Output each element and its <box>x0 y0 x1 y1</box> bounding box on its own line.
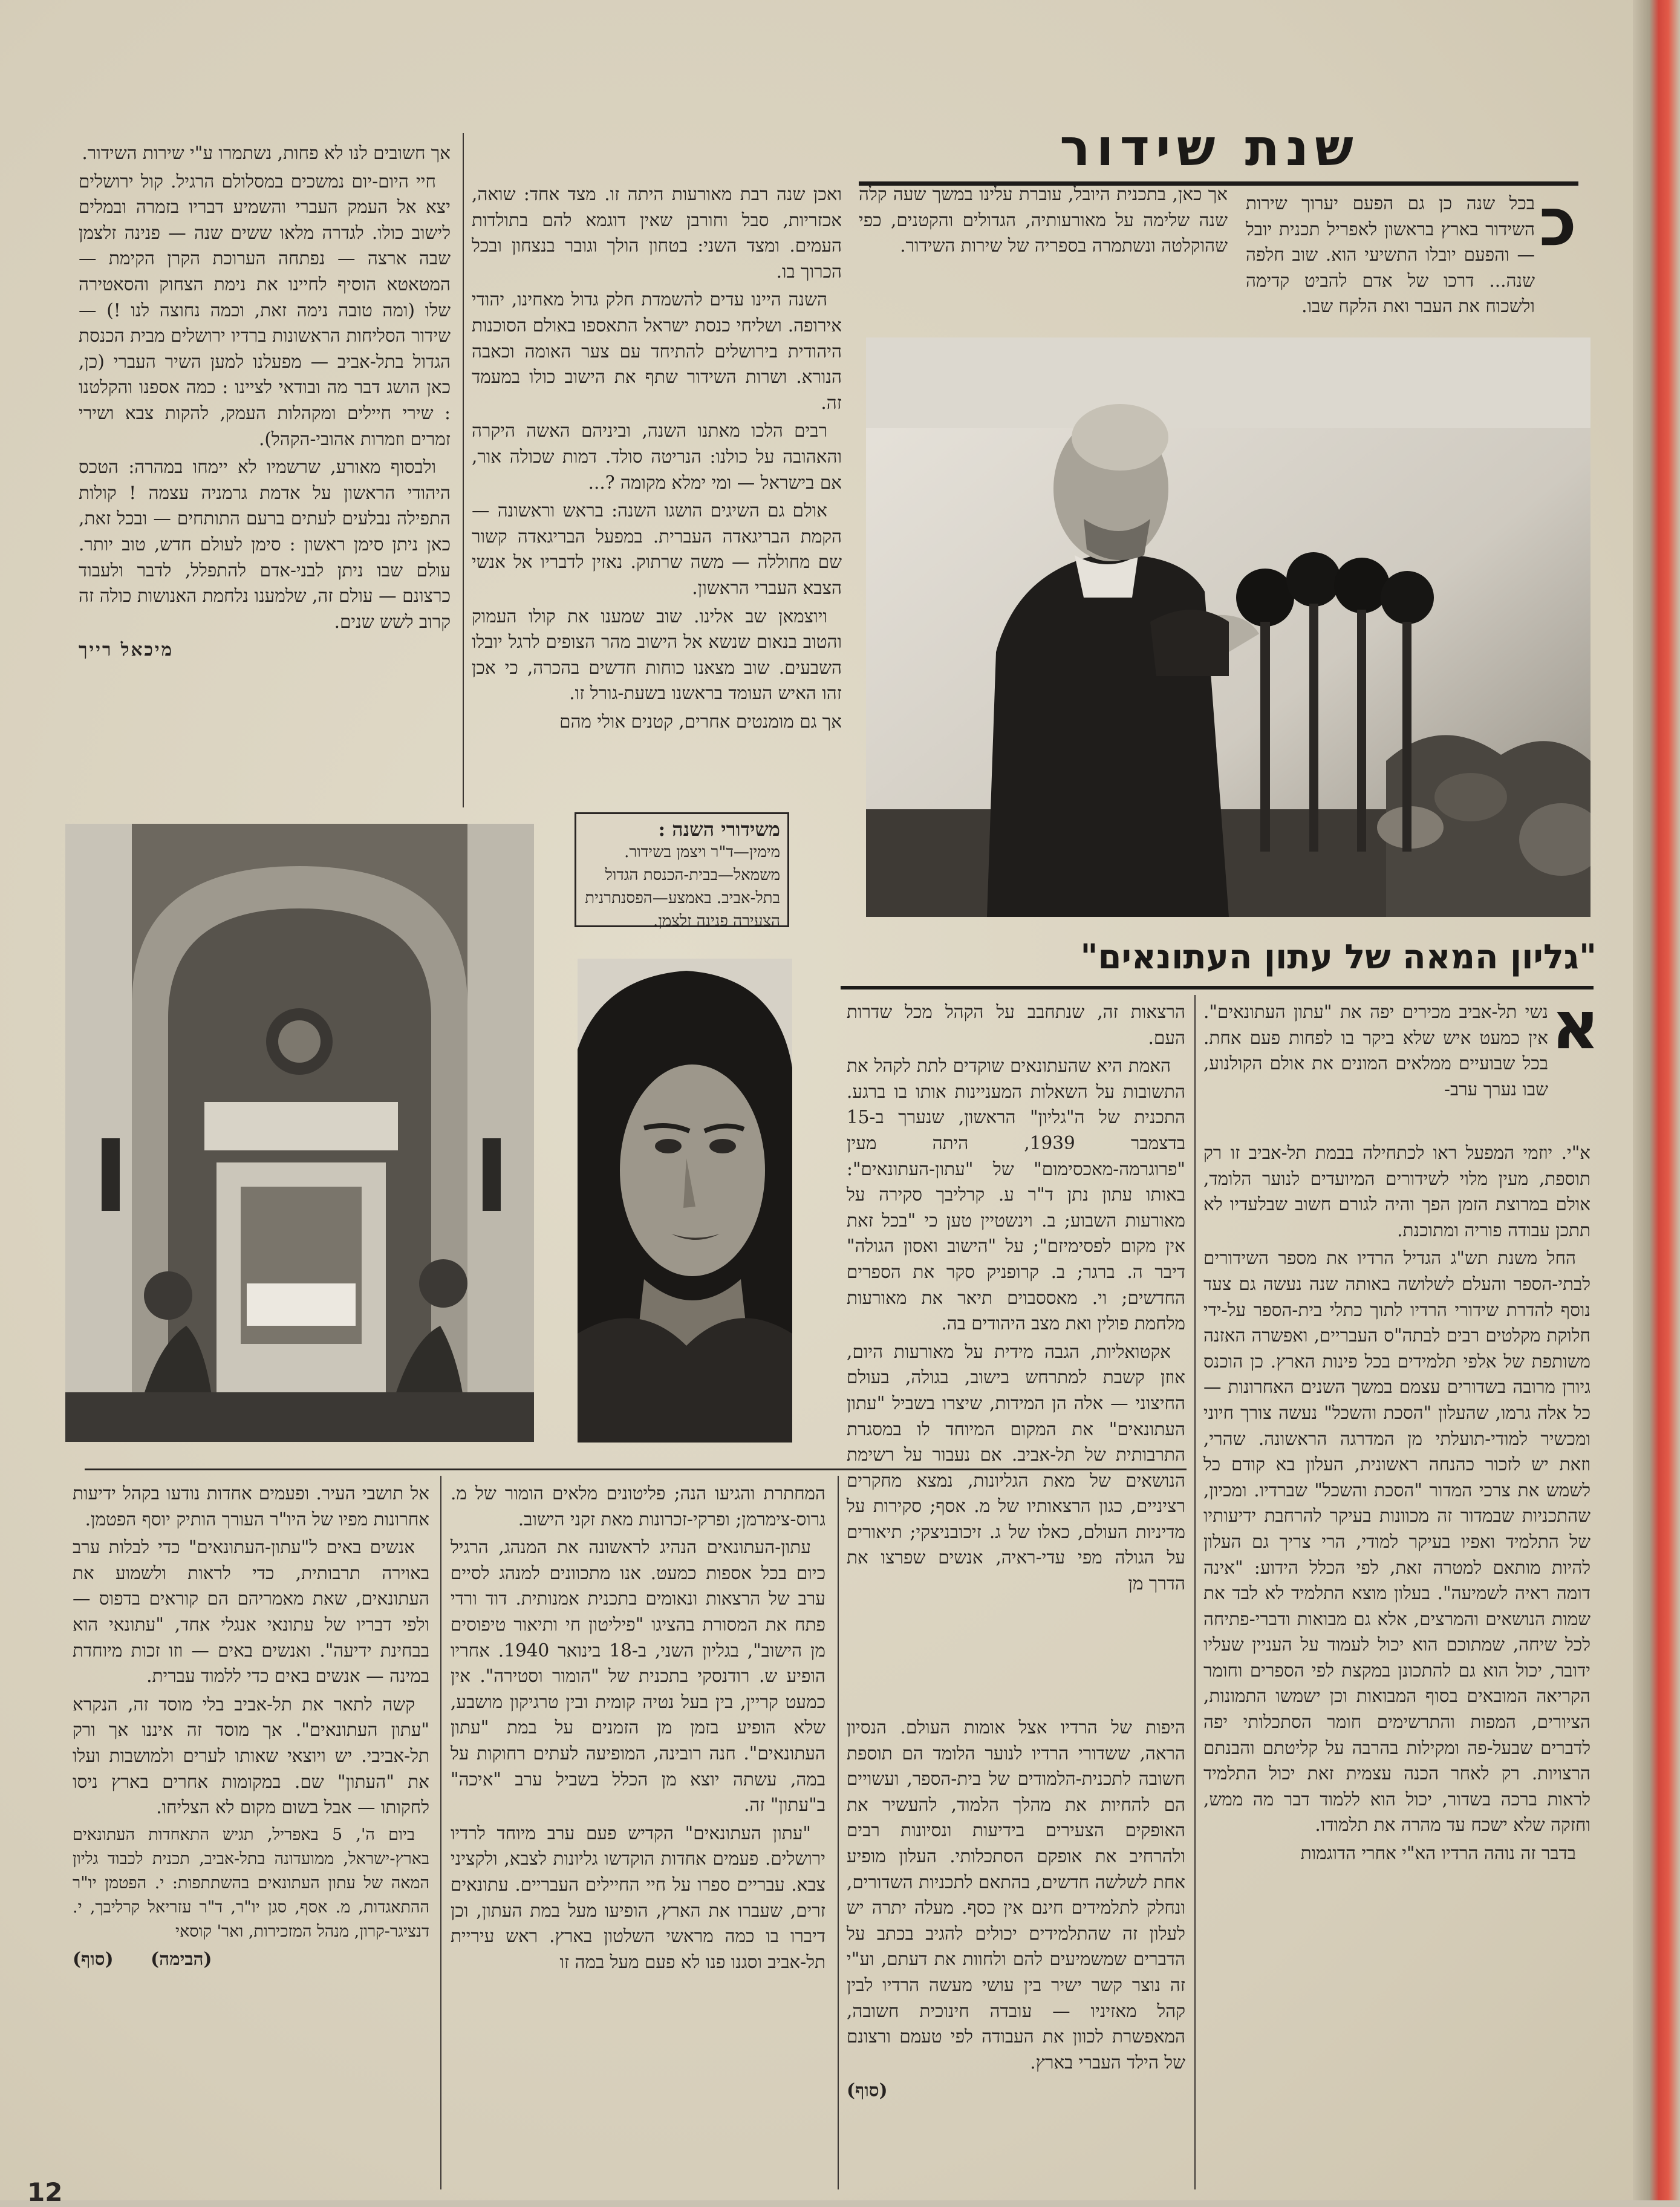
photo-pianist-pnina-zaltzman <box>578 959 792 1443</box>
section-divider <box>85 1469 1187 1470</box>
paragraph: אקטואליות, הגבה מידית על מאורעות היום, אוזן קשבת למתרחש בישוב, בגולה, בעולם החיצוני — אלה הן המידות, שיצרו בשביל "עתון העתונאים" את המקום המיוחד לו במסגרת התרבותית של תל-אביב. אם נעבור על רשימת הנושאים של מאת הגליונות, נמצא מחקרים רציניים, כגון הרצאותיו של מ. אסף; סקירות על מדיניות העולם, כאלו של ג. זיכובניצקי; תיאורים על הגולה מפי עדי-ראיה, אנשים שפרצו את הדרך מן <box>847 1341 1185 1594</box>
paragraph: בדבר זה נוהה הרדיו הא"י אחרי הדוגמות <box>1300 1843 1576 1864</box>
paragraph: האמת היא שהעתונאים שוקדים לתת לקהל את התשובות על השאלות המעניינות אותו בו ברגע. התכנית של ה"גליון" הראשון, שנערך ב-15 בדצמבר 1939, היתה מעין "פרוגרמה-מאכסימום" של "עתון-העתונאים": באותו עתון נתן ד"ר ע. קרליבך סקירה על מאורעות השבוע; ב. וינשטיין טען כי "בכל זאת אין מקום לפסימיזם"; על "הישוב ואסון הגולה" דיבר ה. ברגר; ב. קרופניק סקר את הספרים החדשים; וי. מאססבוים תיאר את מאורעות מלחמת פולין ואת מצב היהודים בה. <box>847 1055 1185 1334</box>
photo-weizmann-broadcasting <box>866 337 1590 917</box>
paragraph: א"י. יוזמי המפעל ראו לכתחילה בבמת תל-אביב זו רק תוספת, מעין מלוי לשידורים המיועדים לנוער הלומד, אולם במרוצת הזמן הפך והיה לגורם חשוב שבלעדיו לא תתכן עבודה פוריה ומתוכנת. <box>1203 1143 1590 1240</box>
paragraph: המחתרת והגיעו הנה; פליטונים מלאים הומור של מ. גרוס-צימרמן; ופרקי-זכרונות מאת זקני הישוב. <box>451 1483 825 1530</box>
end-marks <box>73 1946 429 1972</box>
source-credit: (הבימה) <box>151 1948 212 1969</box>
article2-bottom-column-3 <box>73 1481 429 1972</box>
article1-column-2-cont <box>472 181 842 737</box>
article2-bottom-column-2 <box>451 1481 825 1977</box>
paragraph: הרצאות זה, שנתחבב על הקהל מכל שדרות העם. <box>847 1002 1185 1048</box>
paragraph: החל משנת תש"ג הגדיל הרדיו את מספר השידורים לבתי-הספר והעלם לשלושה באותה שנה נעשה גם צעד נוסף להדרת שידורי הרדיו לתוך כתלי בית-הספר על-ידי חלוקת מקלטים רבים לבתה"ס העבריים, ואפשרה האזנה משותפת של אלפי תלמידים בכל פינות הארץ. כן הוכנס גיורן מרובה בשדורים עצמם במשך השנים האחרונות — כל אלה גרמו, שהעלון "הסכת והשכל" נעשה צורך חיוני ומכשיר למודי-תועלתי מן המדרגה הראשונה. שהרי, וזאת יש לזכור כהנחה ראשונית, העלון בא קודם כל לשמש את צרכי המדור "הסכת והשכל" שברדיו. ומכיון, שהתכניות שבמדור זה מכוונות בעיקר להרחבת ידיעותיו של התלמיד ואפיו בעיקר למודי, הרי צריך גם העלון להיות מותאם למטרה זאת, לפי הכלל הידוע: "אינה דומה ראיה לשמיעה". בעלון מוצא התלמיד לא לבד את שמות הנושאים והמרצים, אלא גם מבואות ודברי-פתיחה לכל שיחה, שמתוכם הוא יכול לעמוד על העניין שעליו ידובר, יכול הוא גם להתכונן במקצת לפי הספרים וחומר הקריאה המובאים בסוף המבואות וכן ישמשו התמונות, הציורים, המפות והתרשימים חומר הסתכלותי יפה לדברים שבעל-פה ומקילות בהרבה על קליטתם והבנתם הרצויות. רק לאחר הכנה עצמית זאת יכול התלמיד לראות ברכה בשדור, יכול הוא ללמוד דבר מה ממש, וחזקה שלא ישכח עד מהרה את תלמודו. <box>1203 1248 1590 1836</box>
article-title-journalists-newspaper: "גליון המאה של עתון העתונאים" <box>1080 937 1597 977</box>
paragraph: ולבסוף מאורע, שרשמיו לא יימחו במהרה: הטכס היהודי הראשון על אדמת גרמניה עצמה ! קולות התפילה נבלעים לעתים ברעם התותחים — ובכל זאת, כאן ניתן סימן ראשון : סימן לעולם חדש, טוב יותר. עולם שבו ניתן לבני-אדם להתפלל, לדבר ולעבוד כרצונם — עולם זה, שלמענו נלחמת האנושות כולה זה קרוב לשש שנים. <box>79 457 451 632</box>
paragraph: אל תושבי העיר. ופעמים אחדות נודעו בקהל ידיעות אחרונות מפיו של היו"ר העורך הותיק יוסף הפטמן. <box>73 1483 429 1530</box>
paragraph: ויוצמאן שב אלינו. שוב שמענו את קולו העמוק והטוב בנאום שנשא אל הישוב מהר הצופים לרגל יובלו השבעים. שוב מצאנו כוחות חדשים בהכרה, כי אכן זהו האיש העומד בראשנו בשעת-גורל זו. <box>472 605 842 704</box>
photo-great-synagogue-tel-aviv <box>65 824 534 1442</box>
paragraph: עתון-העתונאים הנהיג לראשונה את המנהג, הרגיל כיום בכל אספות כמעט. אנו מתכוונים למנהג לסיים ערב של הרצאות ונאומים בתכנית אמנותית. דוד ורדי פתח את המסורת בהציגו "פיליטון חי ותיאור טיפוסים מן הישוב", בגליון השני, ב-18 בינואר 1940. אחריו הופיע ש. רודנסקי בתכנית של "הומור וסטירה". אין כמעט קריין, בין בעל נטיה קומית ובין טרגיקון מושבע, שלא הופיע בזמן מן הזמנים על במת "עתון העתונאים". חנה רובינה, המופיעה לעתים רחוקות על במה, עשתה יוצא מן הכלל בשביל ערב "איכה" ב"עתון" זה. <box>451 1537 825 1816</box>
end-mark: (סוף) <box>847 2079 888 2101</box>
page-number: 12 <box>27 2177 63 2207</box>
article2-intro-lead <box>1203 999 1548 1104</box>
paragraph: אך חשובים לנו לא פחות, נשתמרו ע"י שירות השידור. <box>82 143 451 163</box>
next-page-edge <box>1633 0 1680 2200</box>
caption-text: מימין—ד"ר ויצמן בשידור. משמאל—בבית-הכנסת הגדול בתל-אביב. באמצע—הפסנתרנית הצעירה פנינה זלצמן. <box>585 843 780 930</box>
article1-intro-lead <box>1246 191 1535 322</box>
signature: מיכאל רייך <box>79 639 174 660</box>
photo-caption-box <box>575 812 789 930</box>
paragraph: אך כאן, בתכנית היובל, עוברת עלינו במשך שעה קלה שנה שלימה על מאורעותיה, הגדולים והקטנים, כפי שהוקלטה ונשתמרה בספריה של שירות השידור. <box>859 184 1228 256</box>
paragraph: "עתון העתונאים" הקדיש פעם ערב מיוחד לרדיו ירושלים. פעמים אחדות הוקדשו גליונות לצבא, ולקציני צבא. עבריים ספרו על חיי החיילים העבריים. עתונאים זרים, שעברו את הארץ, הופיעו מעל במת העתון, וכן דיברו בו כמה מראשי השלטון בארץ. ראש עיריית תל-אביב וסגנו פנו לא פעם מעל במה זו <box>451 1822 825 1972</box>
article-title-broadcast-year: שנת שידור <box>1060 118 1359 177</box>
article2-bottom-column-1 <box>847 1715 1185 2104</box>
column-rule <box>1194 995 1196 2189</box>
paragraph: רבים הלכו מאתנו השנה, וביניהם האשה היקרה והאהובה על כולנו: הנריטה סולד. דמות שכולה אור, אם בישראל — ומי ימלא מקומה ?... <box>472 420 842 493</box>
article2-column-1 <box>1203 1140 1590 1869</box>
column-rule <box>463 133 464 807</box>
dropcap-alef: א <box>1551 986 1600 1064</box>
paragraph: אולם גם השיגים הושגו השנה: בראש וראשונה — הקמת הבריגאדה העברית. במפעל הבריגאדה קשור שם מחוללה — משה שרתוק. נאזין לדבריו אל אנשי הצבא העברי הראשון. <box>472 500 842 598</box>
title-rule <box>841 986 1594 989</box>
dropcap-kaf: כ <box>1539 183 1577 261</box>
end-mark: (סוף) <box>73 1948 114 1969</box>
column-rule <box>440 1476 441 2189</box>
caption-title: משידורי השנה : <box>658 818 780 841</box>
paragraph: אך גם מומנטים אחרים, קטנים אולי מהם <box>559 711 842 732</box>
article2-column-2 <box>847 999 1185 1599</box>
paragraph: קשה לתאר את תל-אביב בלי מוסד זה, הנקרא "עתון העתונאים". אך מוסד זה איננו אך ורק תל-אביבי. יש ויוצאי שאותו לערים ולמושבות ועלו את "העתון" שם. במקומות אחרים בארץ ניסו לחקותו — אבל בשום מקום לא הצליחו. <box>73 1694 429 1818</box>
paragraph: חיי היום-יום נמשכים במסלולם הרגיל. קול ירושלים יצא אל העמק העברי והשמיע דבריו בזמרה ובמלים לישוב כולו. לגדרה מלאו ששים שנה — פנינה זלצמן שבה ארצה — נפתחה הערוכת הקרן הקימת — המטאטא הוסיף לחיינו את נימת הצחוק והסאטירה שלו (ומה טובה נימה זאת, וכמה נחוצה לנו !) — שידור הסליחות הראשונות ברדיו ירושלים מבית הכנסת הגדול בתל-אביב — מפעלנו למען השיר העברי (כן, כאן הושג דבר מה ובודאי לציינו : כמה אספנו והקלטנו : שירי חיילים ומקהלות העמק, להקות צבא ושירי זמרים וזמרות אהובי-הקהל). <box>79 171 451 449</box>
paragraph: אנשים באים ל"עתון-העתונאים" כדי לבלות ערב באוירה תרבותית, כדי לראות ולשמוע את העתונאים, שאת מאמריהם הם קוראים בדפוס — ולפי דבריו של עתונאי אנגלי אחד, "עתונאי הוא בבחינת ידיעה". ואנשים באים — וזו זכות מיוחדת במינה — אנשים באים כדי ללמוד עברית. <box>73 1537 429 1687</box>
article1-column-3 <box>79 140 451 663</box>
paragraph: ואכן שנה רבת מאורעות היתה זו. מצד אחד: שואה, אכזריות, סבל וחורבן שאין דוגמא להם בתולדות העמים. ומצד השני: בטחון הולך וגובר בנצחון ובכל הכרוך בו. <box>472 184 842 282</box>
article1-column-2 <box>859 181 1228 261</box>
column-rule <box>838 1476 839 2189</box>
article1-intro: בכל שנה כן גם הפעם יערוך שירות השידור בארץ בראשון לאפריל תכנית יובל — והפעם יובלו התשיעי הוא. שוב חלפה שנה... דרכו של אדם להביט קדימה ולשכוח את העבר ואת הלקח שבו. <box>1246 193 1535 317</box>
article2-intro: נשי תל-אביב מכירים יפה את "עתון העתונאים". אין כמעט איש שלא ביקר בו לפחות פעם אחת. בכל שבועיים ממלאים המונים את אולם הקולנוע, שבו נערך ערב- <box>1203 1002 1548 1100</box>
paragraph: היפות של הרדיו אצל אומות העולם. הנסיון הראה, ששדורי הרדיו לנוער הלומד הם תוספת חשובה לתכנית-הלמודים של בית-הספר, ועשויים הם להחיות את מהלך הלמוד, להעשיר את האופקים הצעירים בידיעות ונסיונות רבים ולהרחיב את אופקם הסתכלותי. העלון מופיע אחת לשלשה חדשים, בהתאם לתכניות השדורים, ונחלק לתלמידים חינם אין כסף. מעלה יתרה יש לעלון זה שהתלמידים יכולים להגיב בכתב על הדברים שמשמיעים להם ולחוות את דעתם, וע"י זה נוצר קשר ישיר בין עושי מעשה הרדיו לבין קהל מאזיניו — עובדה חינוכית חשובה, המאפשרת לכוון את העבודה לפי טעמם ורצונם של הילד העברי בארץ. <box>847 1717 1185 2073</box>
event-note: ביום ה', 5 באפריל, תגיש התאחדות העתונאים בארץ-ישראל, ממועדונה בתל-אביב, תכנית לכבוד גליון המאה של עתון העתונאים בהשתתפות: י. הפטמן יו"ר ההתאגדות, מ. אסף, סגן יו"ר, ד"ר עזריאל קרליבך, י. דנציגר-קרון, מנהל המזכירות, ואר' קוסאי <box>73 1825 429 1941</box>
paragraph: השנה היינו עדים להשמדת חלק גדול מאחינו, יהודי אירופה. ושליחי כנסת ישראל התאספו באולם הסוכנות היהודית בירושלים להתיחד עם צער האומה וכאבה הנורא. ושרות השידור שתף את הישוב כולו במעמד זה. <box>472 289 842 413</box>
